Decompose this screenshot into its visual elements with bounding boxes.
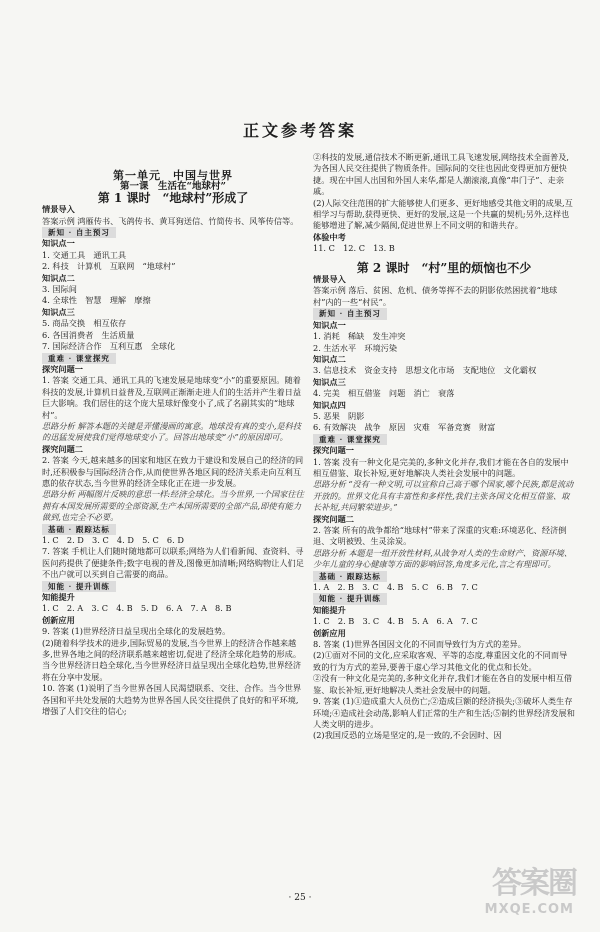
left-lines-line: 探究问题一 [42,363,83,374]
right-lines-line: 探究问题一 [313,445,354,456]
left-lines-line [42,353,304,364]
right-lines-line: 知识点三 [313,376,346,387]
page-number: · 25 · [288,893,312,903]
left-lines-line: 知识点二 [42,272,75,283]
right-column [313,152,575,742]
right-lines-line [313,308,575,319]
right-lines-line: (2)①面对不同的文化,应采取客观、平等的态度,尊重因文化的不同而导致的行为方式的差异,要善于虚心学习其他文化的优点和长处。 [313,650,568,672]
right-lines-line: 情景导入 [313,274,346,285]
watermark-logo [476,854,586,924]
left-lines-line: 创新应用 [42,614,75,625]
right-lines-line: ②没有一种文化是完美的,多种文化并存,我们才能在各自的发展中相互借鉴、取长补短,更好地解决人类社会发展中的问题。 [313,673,573,695]
right-answer-list [313,274,575,742]
section-bar: 基础 · 跟踪达标 [313,571,387,582]
section-bar: 重难 · 课堂探究 [313,434,387,445]
left-lines-line: 1. 交通工具 通讯工具 [42,249,127,260]
lesson-hour-1-title: 第 1 课时 “地球村”形成了 [97,190,249,205]
left-lines-line: 4. 全球性 智慧 理解 摩擦 [42,295,151,306]
section-bar: 知能 · 提升训练 [42,581,116,592]
left-lines-line [42,227,304,238]
left-lines-line: 1. C 2. A 3. C 4. B 5. D 6. A 7. A 8. B [42,603,232,614]
right-lines-line: 探究问题二 [313,513,354,524]
right-lines_top-line: 体验中考 [313,231,346,242]
left-lines-line: 知能提升 [42,592,75,603]
right-lines-line: 1. 答案 没有一种文化是完美的,多种文化并存,我们才能在各自的发展中相互借鉴、取长补短,更好地解决人类社会发展中的问题。 [313,456,569,478]
left-lines-line: 知识点三 [42,306,75,317]
left-lines-line: 1. C 2. D 3. C 4. D 5. C 6. D [42,535,184,545]
right-lines-line: 思路分析 本题是一组开放性材料,从战争对人类的生命财产、资源环境、少年儿童的身心健康等方面的影响回答,角度多元化,言之有理即可。 [313,547,573,570]
left-lines-line [42,581,304,592]
right-lines-line: 1. 消耗 稀缺 发生冲突 [313,331,406,342]
watermark-line1: 答案圈 [492,866,576,901]
left-lines-line: 10. 答案 (1)说明了当今世界各国人民渴望联系、交往、合作。当今世界各国和平共处发展的大趋势为世界各国人民交往提供了良好的和平环境,增强了人们交往的信心; [42,683,302,717]
left-lines-line: 2. 答案 今天,越来越多的国家和地区在致力于建设和发展自己的经济的同时,还积极参与国际经济合作,从而使世界各地区间的经济关系走向互利互惠的依存状态,当今世界的经济全球化正在进一步发展。 [42,455,304,488]
right-lines-line: 思路分析 “没有一种文明,可以宣称自己高于哪个国家,哪个民族,都是流动开放的。世界文化具有丰富性和多样性,我们主张各国文化相互借鉴、取长补短,共同繁荣进步。” [313,479,574,513]
right-lines-line: 3. 信息技术 资金支持 思想文化市场 支配地位 文化霸权 [313,365,537,376]
right-lines_top-line: ②科技的发展,通信技术不断更新,通讯工具飞速发展,网络技术全面普及,为各国人民交往提供了物质条件。国际间的交往也因此变得更加方便快捷。现在中国人出国和外国人来华,都是人潮滚滚,真像“串门子”、走亲戚。 [313,152,570,197]
right-lines-line [313,593,575,604]
section-bar: 重难 · 课堂探究 [42,353,116,364]
right-lines-line: 知能提升 [313,604,346,615]
right-lines_top-line: 11. C 12. C 13. B [313,243,395,254]
left-lines-line: 7. 答案 手机让人们随时随地都可以联系;网络为人们看新闻、查资料、寻医问药提供了便捷条件;数字电视的普及,图像更加清晰;网络购物让人们足不出户就可以买到自己需要的商品。 [42,546,304,580]
right-lines-line [313,434,575,445]
section-bar: 新知 · 自主预习 [313,308,387,319]
left-column [42,170,304,718]
right-lines-line [313,571,575,582]
left-lines-line: 9. 答案 (1)世界经济日益呈现出全球化的发展趋势。 [42,626,231,637]
page-title: 正文参考答案 [242,121,357,140]
unit-title: 第一单元 中国与世界 [113,169,233,182]
right-lines-line: 9. 答案 (1)①造成重大人员伤亡;②造成巨额的经济损失;③破坏人类生存环境;④造成社会动荡,影响人们正常的生产和生活;⑤制约世界经济发展和人类文明的进步。 [313,696,575,729]
right-lines_top-line: (2)人际交往范围的扩大能够使人们更多、更好地感受其他文明的成果,互相学习与帮助,获得更快、更好的发展,这是一个共赢的契机;另外,这样也能够增进了解,减少隔阂,促进世界上不同文明的和谐共存。 [313,197,573,231]
left-lines-line [42,524,304,535]
left-lines-line: 1. 答案 交通工具、通讯工具的飞速发展是地球变“小”的重要原因。随着科技的发展,计算机日益普及,互联网正渐渐走进人们的生活并产生着日益巨大影响。我们居住的这个庞大星球好像变小了,成了名副其实的“地球村”。 [42,375,302,420]
right-lines-line: 答案示例 落后、贫困、危机、债务等挥不去的阴影依然困扰着“地球村”内的一些“村民”。 [313,285,558,307]
left-lines-line: 2. 科技 计算机 互联网 “地球村” [42,261,176,272]
left-lines-line: 6. 各国消费者 生活质量 [42,329,135,340]
left-lines-line: 情景导入 [42,204,75,215]
right-lines-line: 创新应用 [313,627,346,638]
watermark-line2: MXQE.COM [484,902,574,917]
right-lines-line: 6. 有效解决 战争 原因 灾难 军备竞赛 财富 [313,422,496,433]
left-lines-line: 7. 国际经济合作 互利互惠 全球化 [42,341,176,352]
left-lines-line: (2)随着科学技术的进步,国际贸易的发展,当今世界上的经济合作越来越多,世界各地之间的经济联系越来越密切,促进了经济全球化趋势的形成。当今世界经济日趋全球化,当今世界经济日益呈现出全球化趋势,世界经济将在分享中发展。 [42,637,302,682]
right-lines-line: 1. C 2. B 3. C 4. B 5. A 6. A 7. C [313,616,478,627]
lesson-title: 第一课 生活在“地球村” [120,181,226,193]
section-bar: 知能 · 提升训练 [313,593,387,604]
left-lines-line: 思路分析 解答本题的关键是弄懂漫画的寓意。地球没有真的变小,是科技的迅猛发展使我们觉得地球变小了。回答出地球变“小”的原因即可。 [42,420,302,443]
right-lines-line: 1. A 2. B 3. C 4. B 5. C 6. B 7. C [313,582,478,593]
section-bar: 新知 · 自主预习 [42,227,116,238]
right-lines-line: 2. 答案 所有的战争都给“地球村”带来了深重的灾难:环境恶化、经济倒退、文明被毁、生灵涂炭。 [313,525,567,547]
left-lines-line: 知识点一 [42,238,75,249]
left-lines-line: 思路分析 两幅图片反映的意思一样:经济全球化。当今世界,一个国家往往拥有本国发展所需要的全部资源,生产本国所需要的全部产品,即使有能力做到,也完全不必要。 [42,489,304,523]
right-lines-line: 5. 恶果 阴影 [313,410,365,421]
left-lines-line: 3. 国际间 [42,284,77,295]
left-lines-line: 答案示例 鸿雁传书、飞鸽传书、黄耳狗送信、竹简传书、风筝传信等。 [42,215,299,226]
right-lines-line: (2)我国反恐的立场是坚定的,是一致的,不会因时、因 [313,730,502,741]
left-lines-line: 5. 商品交换 相互依存 [42,318,127,329]
left-lines-line: 探究问题二 [42,443,83,454]
section-bar: 基础 · 跟踪达标 [42,524,116,535]
lesson-hour-2-title: 第 2 课时 “村”里的烦恼也不少 [356,260,532,275]
right-lines-line: 4. 完美 相互借鉴 问题 消亡 衰落 [313,388,455,399]
right-lines-line: 知识点四 [313,399,346,410]
right-lines-line: 2. 生活水平 环境污染 [313,342,398,353]
right-continued-answers [313,152,575,255]
right-lines-line: 知识点一 [313,319,346,330]
left-answer-list [42,204,304,717]
right-lines-line: 知识点二 [313,353,346,364]
right-lines-line: 8. 答案 (1)世界各国因文化的不同而导致行为方式的差异。 [313,639,526,650]
